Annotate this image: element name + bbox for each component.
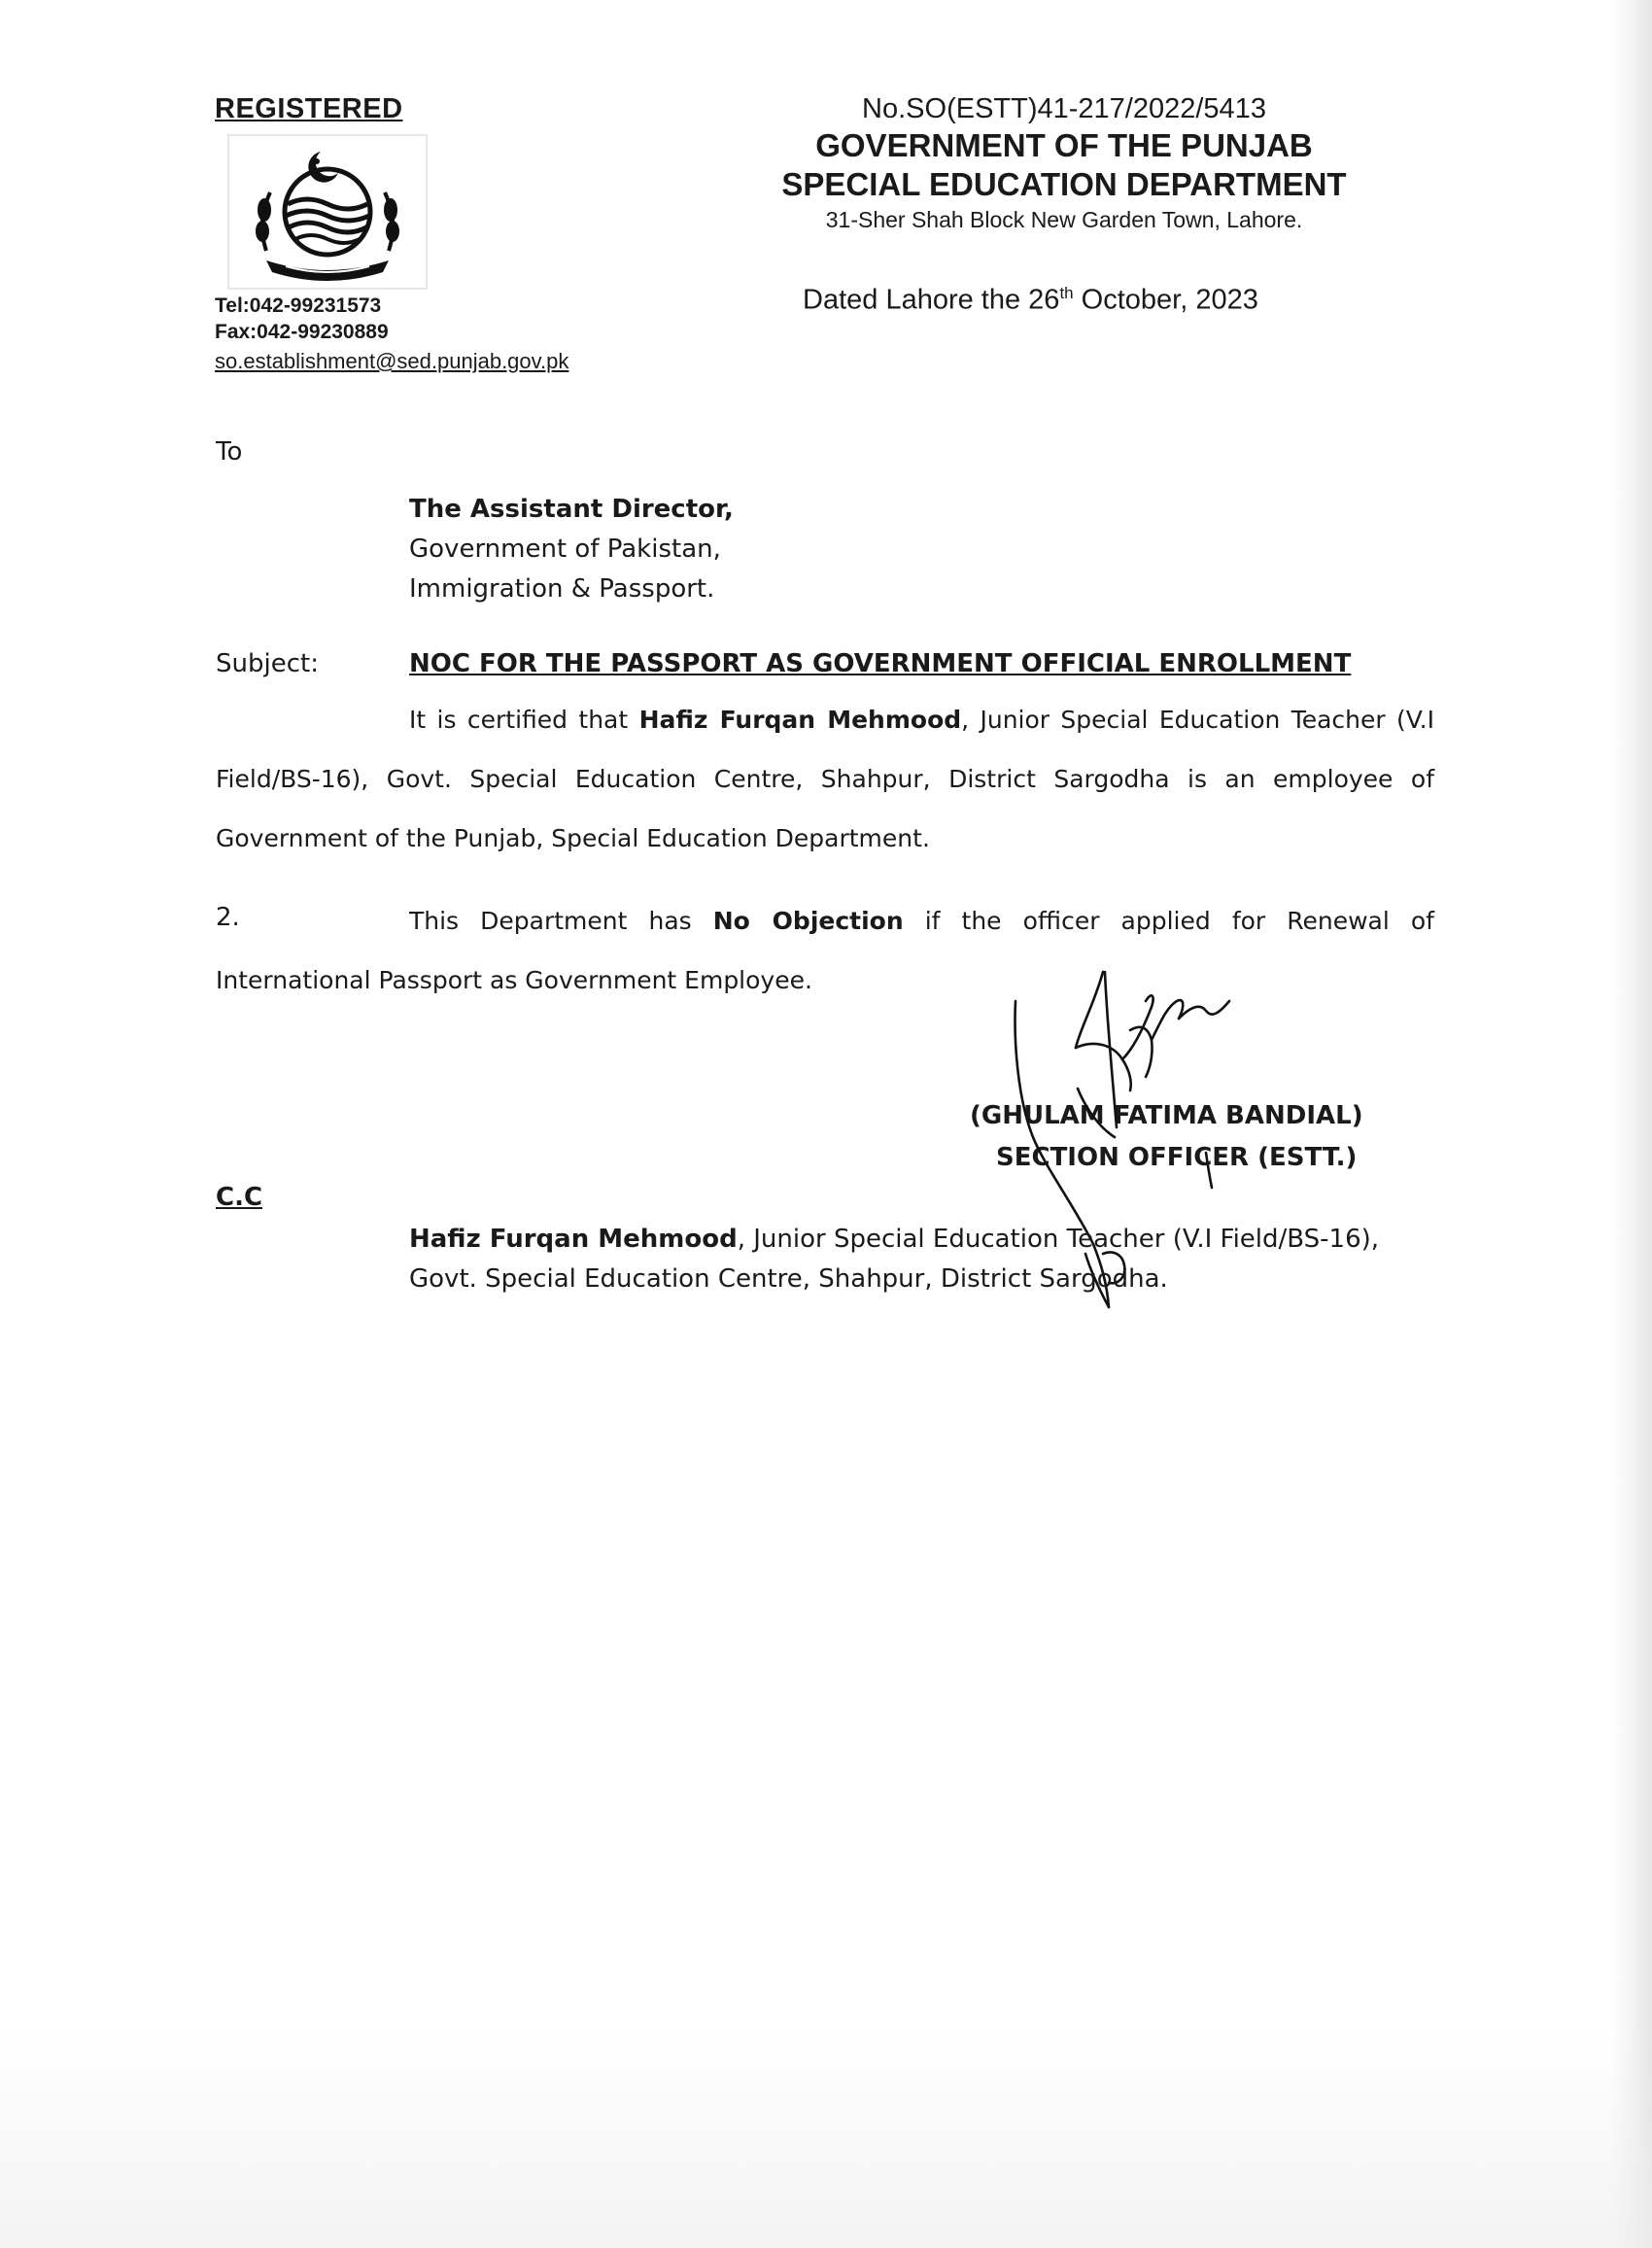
- paragraph-2-no-objection: No Objection: [712, 907, 904, 935]
- paragraph-1-rest: , Junior Special Education Teacher (V.I Field/BS-16), Govt. Special Education Centre, Shahpur, District Sargodha is an employee of Government of the Punjab, Special Education Department.: [216, 706, 1435, 852]
- subject-text: NOC FOR THE PASSPORT AS GOVERNMENT OFFICIAL ENROLLMENT: [409, 649, 1352, 678]
- signatory-title: SECTION OFFICER (ESTT.): [996, 1143, 1358, 1172]
- emblem-icon: [227, 134, 428, 290]
- cc-employee-name: Hafiz Furqan Mehmood: [409, 1225, 738, 1254]
- government-title: GOVERNMENT OF THE PUNJAB: [815, 127, 1313, 163]
- contact-telephone: Tel:042-99231573: [215, 294, 382, 317]
- cc-line-2: Govt. Special Education Centre, Shahpur, District Sargodha.: [409, 1264, 1168, 1294]
- scan-bottom-shadow: [0, 2024, 1652, 2248]
- paragraph-1-employee-name: Hafiz Furqan Mehmood: [638, 706, 962, 734]
- paragraph-2-number: 2.: [216, 903, 240, 932]
- recipient-line-3: Immigration & Passport.: [409, 574, 715, 604]
- punjab-emblem-logo: [227, 134, 428, 290]
- paragraph-1: [216, 690, 1434, 868]
- recipient-line-1: The Assistant Director,: [409, 495, 734, 524]
- to-label: To: [216, 437, 243, 467]
- date-prefix: Dated Lahore the 26: [803, 284, 1060, 316]
- department-address: 31-Sher Shah Block New Garden Town, Lahore.: [825, 207, 1303, 232]
- recipient-line-2: Government of Pakistan,: [409, 535, 721, 564]
- signatory-name: (GHULAM FATIMA BANDIAL): [970, 1101, 1363, 1130]
- date-ordinal-suffix: th: [1059, 284, 1074, 302]
- reference-number: No.SO(ESTT)41-217/2022/5413: [862, 93, 1266, 124]
- letter-date: [803, 284, 1258, 317]
- paragraph-1-intro: It is certified that: [409, 706, 639, 734]
- department-title: SPECIAL EDUCATION DEPARTMENT: [781, 166, 1347, 202]
- subject-label: Subject:: [216, 649, 319, 678]
- paragraph-2-rest: if the officer applied for Renewal of International Passport as Government Employee.: [216, 907, 1434, 994]
- cc-line-1-rest: , Junior Special Education Teacher (V.I Field/BS-16),: [737, 1225, 1380, 1254]
- letterhead-block: [748, 91, 1380, 235]
- cc-label: C.C: [216, 1183, 263, 1212]
- registered-label: REGISTERED: [215, 93, 403, 124]
- contact-fax: Fax:042-99230889: [215, 321, 389, 343]
- date-suffix: October, 2023: [1073, 284, 1258, 316]
- contact-email-link[interactable]: so.establishment@sed.punjab.gov.pk: [215, 349, 569, 373]
- scan-edge-shadow: [1611, 0, 1652, 2248]
- paragraph-2-intro: This Department has: [409, 907, 713, 935]
- cc-line-1: [409, 1225, 1379, 1254]
